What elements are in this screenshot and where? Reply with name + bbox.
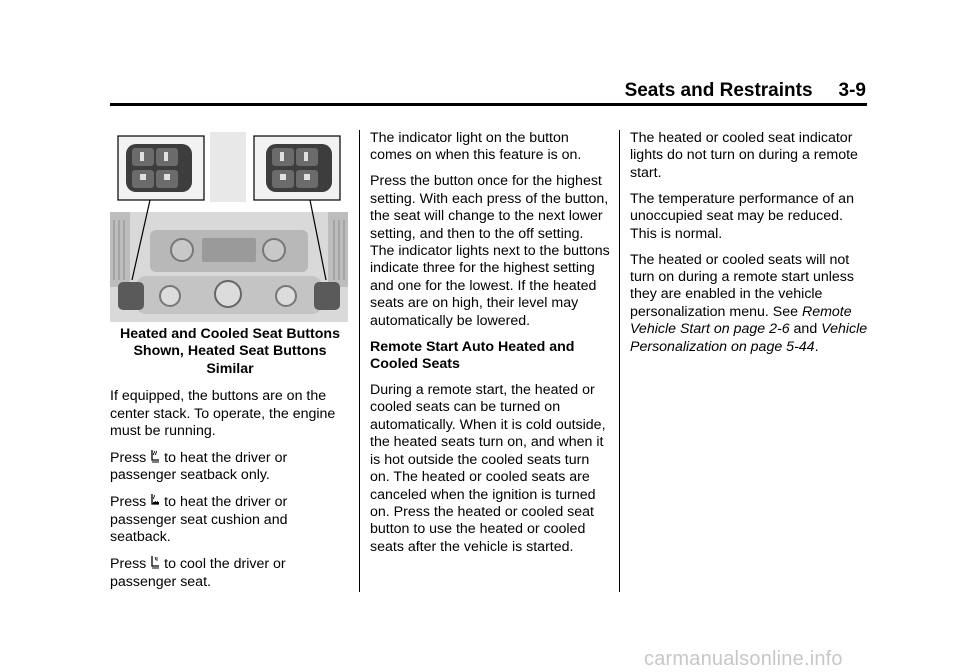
heated-seat-cushion-icon: [150, 493, 160, 508]
column-divider-1: [359, 130, 360, 592]
column-3: [630, 130, 870, 365]
header-rule: [110, 103, 867, 106]
paragraph-1: If equipped, the buttons are on the center stack. To operate, the engine must be running.: [110, 388, 336, 440]
paragraph-remote-start: During a remote start, the heated or cooled seats can be turned on automatically. When it is cold outside, the heated seats turn on, and when it is hot outside the cooled seats turn on. The heated or cooled seats are canceled when the ignition is turned on. Press the heated or cooled seat button to use the heated or cooled seats after the vehicle is started.: [370, 382, 606, 555]
paragraph-cool: Press to cool the driver or passenger seat.: [110, 556, 286, 590]
paragraph-seatback: Press to heat the driver or passenger seatback only.: [110, 450, 288, 484]
link-remote-vehicle-start[interactable]: Remote Vehicle Start on page 2-6: [630, 303, 852, 338]
paragraph-indicator-remote: The heated or cooled seat indicator lights do not turn on during a remote start.: [630, 130, 858, 181]
page-header: [618, 80, 866, 102]
section-heading: Remote Start Auto Heated and Cooled Seats: [370, 338, 575, 373]
paragraph-personalization: The heated or cooled seats will not turn on during a remote start unless they are enabled in the vehicle personalization menu. See Remote Vehicle Start on page 2-6 and Vehicle Personalization on page 5-44.: [630, 251, 868, 355]
column-divider-2: [619, 130, 620, 592]
figure-caption: Heated and Cooled Seat Buttons Shown, Heated Seat Buttons Similar: [120, 326, 340, 377]
paragraph-temperature: The temperature performance of an unoccupied seat may be reduced. This is normal.: [630, 190, 854, 242]
heated-seatback-icon: [150, 449, 160, 464]
paragraph-settings: Press the button once for the highest setting. With each press of the button, the seat will change to the next lower setting, and then to the off setting. The indicator lights next to the buttons indicate three for the highest setting and one for the lowest. If the heated seats are on high, their level may automatically be lowered.: [370, 173, 610, 329]
seat-buttons-illustration: [110, 130, 348, 322]
paragraph-indicator: The indicator light on the button comes on when this feature is on.: [370, 130, 582, 164]
page-number: 3-9: [838, 80, 866, 101]
column-1: [110, 130, 350, 600]
column-2: [370, 130, 610, 565]
cooled-seat-icon: [150, 555, 160, 570]
section-title: Seats and Restraints: [624, 80, 813, 101]
watermark: carmanualsonline.info: [644, 648, 843, 670]
link-vehicle-personalization[interactable]: Vehicle Personalization on page 5-44: [630, 321, 868, 355]
paragraph-cushion: Press to heat the driver or passenger seat cushion and seatback.: [110, 494, 288, 546]
